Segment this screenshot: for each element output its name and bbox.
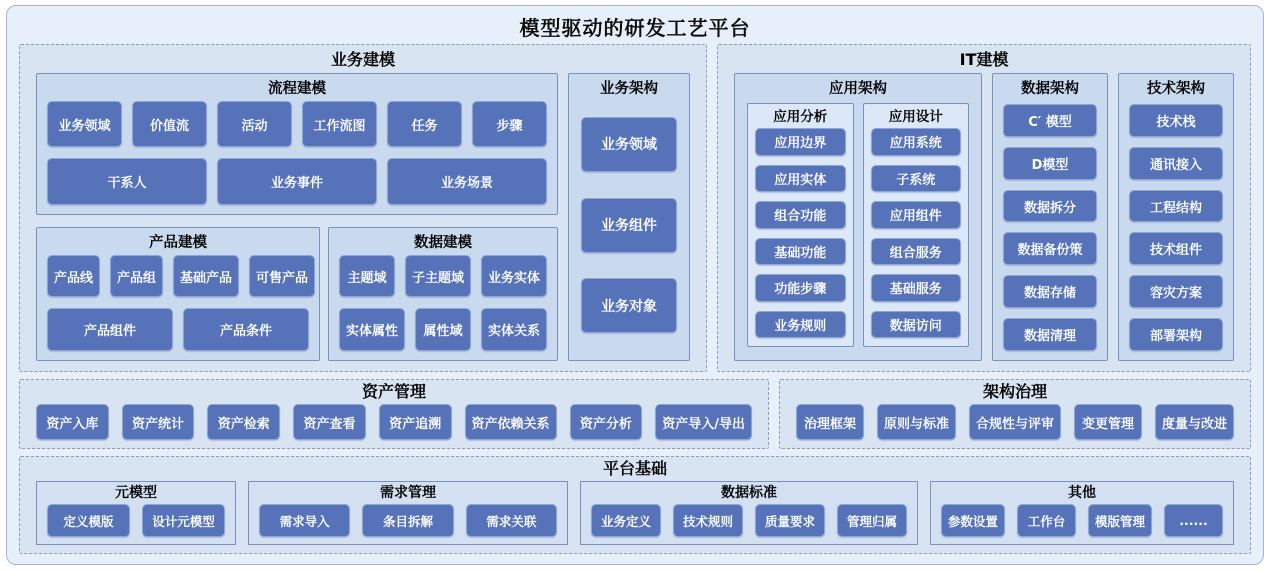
capability-tile: 设计元模型	[142, 504, 225, 537]
panel-requirement-management	[248, 481, 568, 545]
subpanel-application-analysis	[747, 103, 854, 347]
subpanel-application-design	[863, 103, 970, 347]
section-architecture-governance	[779, 379, 1251, 449]
row-modeling	[19, 44, 1251, 372]
capability-tile: 应用实体	[755, 165, 846, 193]
panel-data-modeling-title: 数据建模	[414, 234, 473, 251]
section-it-modeling-title: IT建模	[959, 50, 1009, 69]
capability-tile: 业务领域	[47, 101, 122, 147]
application-architecture-body	[745, 101, 971, 351]
meta-model-tiles	[47, 504, 225, 537]
data-modeling-tiles	[339, 255, 547, 351]
subpanel-application-design-title: 应用设计	[888, 109, 943, 125]
product-row-2	[47, 308, 309, 351]
capability-tile: 管理归属	[837, 504, 907, 537]
row-management	[19, 379, 1251, 449]
data-architecture-tiles	[1003, 101, 1097, 351]
others-tiles	[941, 504, 1223, 537]
capability-tile: 变更管理	[1074, 404, 1142, 440]
capability-tile: 基础产品	[173, 255, 239, 298]
capability-tile: 产品组件	[47, 308, 173, 351]
section-it-modeling	[717, 44, 1251, 372]
panel-product-modeling-title: 产品建模	[149, 234, 208, 251]
panel-application-architecture	[734, 73, 982, 361]
capability-tile: 可售产品	[249, 255, 315, 298]
capability-tile: 应用组件	[871, 201, 962, 229]
capability-tile: 业务对象	[581, 278, 677, 333]
panel-requirement-management-title: 需求管理	[380, 485, 436, 501]
capability-tile: 工作台	[1017, 504, 1076, 537]
section-architecture-governance-title: 架构治理	[982, 382, 1047, 401]
capability-tile: 产品线	[47, 255, 100, 298]
capability-tile: 实体属性	[339, 308, 405, 351]
capability-tile: 资产检索	[207, 404, 280, 440]
panel-others	[930, 481, 1234, 545]
capability-tile: 数据访问	[871, 311, 962, 339]
capability-tile: 子系统	[871, 165, 962, 193]
capability-tile: 业务事件	[217, 158, 377, 204]
business-modeling-bottom	[36, 227, 558, 361]
capability-tile: 价值流	[132, 101, 207, 147]
capability-tile: 业务组件	[581, 198, 677, 253]
capability-tile: 技术组件	[1129, 232, 1223, 265]
capability-tile: 资产导入/导出	[655, 404, 752, 440]
capability-tile: 原则与标准	[877, 404, 956, 440]
capability-tile: 基础服务	[871, 274, 962, 302]
panel-process-modeling-title: 流程建模	[268, 81, 326, 97]
panel-data-architecture	[992, 73, 1108, 361]
capability-tile: 容灾方案	[1129, 275, 1223, 308]
capability-tile: 主题域	[339, 255, 395, 298]
capability-tile: 干系人	[47, 158, 207, 204]
panel-data-architecture-title: 数据架构	[1021, 81, 1079, 97]
data-modeling-row-2	[339, 308, 547, 351]
capability-tile: 资产依赖关系	[465, 404, 557, 440]
capability-tile: 质量要求	[755, 504, 825, 537]
capability-tile: 度量与改进	[1155, 404, 1234, 440]
business-architecture-tiles	[579, 101, 679, 351]
capability-tile: 条目拆解	[362, 504, 453, 537]
section-business-modeling-title: 业务建模	[330, 50, 395, 69]
panel-technology-architecture	[1118, 73, 1234, 361]
capability-tile: 任务	[387, 101, 462, 147]
architecture-governance-tiles	[796, 404, 1234, 440]
capability-tile: 工作流图	[302, 101, 377, 147]
capability-tile: 部署架构	[1129, 318, 1223, 351]
section-platform-foundation	[19, 456, 1251, 554]
capability-tile: 步骤	[472, 101, 547, 147]
application-analysis-tiles	[755, 128, 846, 338]
process-row-1	[47, 101, 547, 147]
process-row-2	[47, 158, 547, 204]
it-modeling-body	[734, 73, 1234, 361]
capability-tile: 模版管理	[1088, 504, 1152, 537]
capability-tile: 应用边界	[755, 128, 846, 156]
business-modeling-left	[36, 73, 558, 361]
application-design-tiles	[871, 128, 962, 338]
capability-tile: 需求导入	[259, 504, 350, 537]
diagram-body	[19, 44, 1251, 554]
capability-tile: 子主题域	[405, 255, 471, 298]
platform-diagram	[6, 5, 1264, 565]
section-business-modeling	[19, 44, 707, 372]
platform-foundation-body	[36, 481, 1234, 545]
capability-tile: C′ 模型	[1003, 104, 1097, 137]
capability-tile: 应用系统	[871, 128, 962, 156]
product-row-1	[47, 255, 309, 298]
data-modeling-row-1	[339, 255, 547, 298]
capability-tile: 需求关联	[466, 504, 557, 537]
capability-tile: 数据备份策	[1003, 232, 1097, 265]
process-tiles	[47, 101, 547, 205]
capability-tile: 治理框架	[796, 404, 864, 440]
capability-tile: 组合服务	[871, 238, 962, 266]
section-platform-foundation-title: 平台基础	[602, 459, 667, 478]
panel-business-architecture	[568, 73, 690, 361]
panel-data-standard	[580, 481, 918, 545]
capability-tile: D模型	[1003, 147, 1097, 180]
capability-tile: 活动	[217, 101, 292, 147]
capability-tile: 资产入库	[36, 404, 109, 440]
capability-tile: 产品组	[110, 255, 163, 298]
capability-tile: 数据存储	[1003, 275, 1097, 308]
capability-tile: 参数设置	[941, 504, 1005, 537]
capability-tile: 资产统计	[122, 404, 195, 440]
capability-tile: 业务定义	[591, 504, 661, 537]
business-modeling-body	[36, 73, 690, 361]
capability-tile: ......	[1164, 504, 1223, 537]
capability-tile: 工程结构	[1129, 190, 1223, 223]
capability-tile: 产品条件	[183, 308, 309, 351]
panel-others-title: 其他	[1067, 485, 1096, 501]
panel-technology-architecture-title: 技术架构	[1147, 81, 1205, 97]
capability-tile: 业务场景	[387, 158, 547, 204]
capability-tile: 定义模版	[47, 504, 130, 537]
capability-tile: 资产查看	[293, 404, 366, 440]
panel-data-modeling	[328, 227, 558, 361]
capability-tile: 资产追溯	[379, 404, 452, 440]
page-title: 模型驱动的研发工艺平台	[519, 16, 751, 40]
capability-tile: 业务实体	[481, 255, 547, 298]
capability-tile: 资产分析	[570, 404, 643, 440]
capability-tile: 业务规则	[755, 311, 846, 339]
capability-tile: 数据拆分	[1003, 190, 1097, 223]
panel-application-architecture-title: 应用架构	[829, 81, 887, 97]
panel-meta-model	[36, 481, 236, 545]
panel-meta-model-title: 元模型	[115, 485, 157, 501]
capability-tile: 业务领域	[581, 117, 677, 172]
requirement-management-tiles	[259, 504, 557, 537]
section-asset-management	[19, 379, 769, 449]
technology-architecture-tiles	[1129, 101, 1223, 351]
subpanel-application-analysis-title: 应用分析	[773, 109, 828, 125]
capability-tile: 技术栈	[1129, 104, 1223, 137]
capability-tile: 技术规则	[673, 504, 743, 537]
capability-tile: 组合功能	[755, 201, 846, 229]
capability-tile: 功能步骤	[755, 274, 846, 302]
capability-tile: 通讯接入	[1129, 147, 1223, 180]
capability-tile: 实体关系	[481, 308, 547, 351]
panel-data-standard-title: 数据标准	[720, 485, 777, 501]
panel-product-modeling	[36, 227, 320, 361]
section-asset-management-title: 资产管理	[361, 382, 426, 401]
product-tiles	[47, 255, 309, 351]
capability-tile: 数据清理	[1003, 318, 1097, 351]
data-standard-tiles	[591, 504, 907, 537]
row-foundation	[19, 456, 1251, 554]
capability-tile: 属性域	[415, 308, 471, 351]
panel-business-architecture-title: 业务架构	[600, 81, 658, 97]
capability-tile: 基础功能	[755, 238, 846, 266]
panel-process-modeling	[36, 73, 558, 215]
capability-tile: 合规性与评审	[969, 404, 1061, 440]
asset-management-tiles	[36, 404, 752, 440]
